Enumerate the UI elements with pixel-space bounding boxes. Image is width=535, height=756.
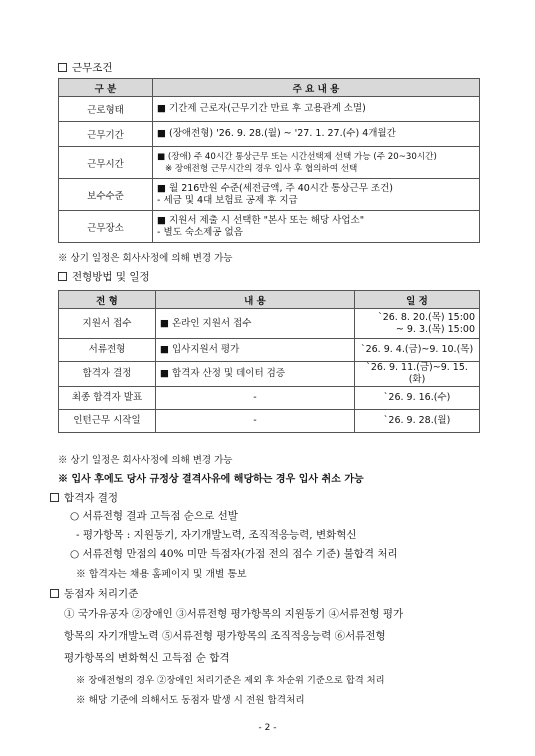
row-line: - 세금 및 4대 보험료 공제 후 지급	[157, 194, 298, 206]
date-cell: `26. 8. 20.(목) 15:00	[377, 311, 475, 323]
stage-cell: 인턴근무 시작일	[59, 410, 156, 433]
schedule-change-note-1: ※ 상기 일정은 회사사정에 의해 변경 가능	[58, 253, 233, 264]
row-label: 근무시간	[59, 147, 153, 179]
tie-line-2: 항목의 자기개발노력 ⑤서류전형 평가항목의 조직적응능력 ⑥서류전형	[64, 630, 386, 642]
table-row	[59, 339, 480, 362]
cancellation-warning: ※ 입사 후에도 당사 규정상 결격사유에 해당하는 경우 입사 취소 가능	[58, 474, 364, 485]
row-label: 근무기간	[59, 122, 153, 147]
content-cell: -	[156, 387, 355, 410]
page-number: - 2 -	[258, 723, 277, 733]
stage-cell: 합격자 결정	[59, 362, 156, 387]
table-row	[59, 147, 480, 179]
table-row	[59, 410, 480, 433]
table-row	[59, 362, 480, 387]
checkbox-square-icon	[50, 493, 59, 502]
selection-schedule-table	[58, 290, 480, 433]
date-cell: `26. 9. 11.(금)~9. 15.(화)	[355, 362, 480, 387]
content-cell: ■ 합격자 산정 및 데이터 검증	[156, 362, 355, 387]
checkbox-square-icon	[50, 589, 59, 598]
pass-line-4: ※ 합격자는 채용 홈페이지 및 개별 통보	[76, 569, 247, 580]
row-label: 근로형태	[59, 97, 153, 122]
table-row	[59, 122, 480, 147]
table-row	[59, 309, 480, 339]
stage-cell: 서류전형	[59, 339, 156, 362]
stage-cell: 지원서 접수	[59, 309, 156, 339]
tie-line-1: ① 국가유공자 ②장애인 ③서류전형 평가항목의 지원동기 ④서류전형 평가	[64, 608, 404, 620]
header-stage: 전 형	[59, 291, 156, 309]
tie-line-3: 평가항목의 변화혁신 고득점 순 합격	[64, 652, 230, 664]
section-title-pass-decision: 합격자 결정	[50, 490, 118, 505]
checkbox-square-icon	[58, 272, 67, 281]
work-conditions-table	[58, 78, 480, 243]
tie-line-4: ※ 장애전형의 경우 ②장애인 처리기준은 제외 후 차순위 기준으로 합격 처리	[76, 675, 385, 686]
schedule-change-note-2: ※ 상기 일정은 회사사정에 의해 변경 가능	[58, 455, 233, 466]
section-title-tie-break: 동점자 처리기준	[50, 586, 138, 601]
table-header-row	[59, 79, 480, 97]
checkbox-square-icon	[58, 63, 67, 72]
row-label: 근무장소	[59, 211, 153, 243]
row-line: ■ 월 216만원 수준(세전금액, 주 40시간 통상근무 조건)	[157, 182, 393, 194]
date-cell-line2: ~ 9. 3.(목) 15:00	[395, 323, 475, 335]
section-title-work-conditions: 근무조건	[58, 60, 113, 75]
row-line: - 별도 숙소제공 없음	[157, 226, 243, 238]
row-line: ※ 장애전형 근무시간의 경우 입사 후 협의하여 선택	[165, 163, 358, 174]
content-cell: ■ 온라인 지원서 접수	[156, 309, 355, 339]
date-cell: `26. 9. 16.(수)	[355, 387, 480, 410]
date-cell: `26. 9. 4.(금)~9. 10.(목)	[355, 339, 480, 362]
stage-cell: 최종 합격자 발표	[59, 387, 156, 410]
pass-line-1: ○ 서류전형 결과 고득점 순으로 선발	[70, 510, 238, 522]
header-content: 내 용	[156, 291, 355, 309]
pass-line-2: - 평가항목 : 지원동기, 자기개발노력, 조직적응능력, 변화혁신	[76, 529, 357, 541]
header-category: 구 분	[59, 79, 153, 97]
row-line: ■ 지원서 제출 시 선택한 "본사 또는 해당 사업소"	[157, 214, 365, 226]
header-content: 주 요 내 용	[153, 79, 480, 97]
table-row	[59, 211, 480, 243]
table-header-row	[59, 291, 480, 309]
row-line: ■ (장애) 주 40시간 통상근무 또는 시간선택제 선택 가능 (주 20~30시간)	[157, 151, 437, 162]
table-row	[59, 97, 480, 122]
row-line: ■ 기간제 근로자(근무기간 만료 후 고용관계 소멸)	[157, 103, 366, 114]
tie-line-5: ※ 해당 기준에 의해서도 동점자 발생 시 전원 합격처리	[76, 695, 305, 706]
header-date: 일 정	[355, 291, 480, 309]
section-title-selection-schedule: 전형방법 및 일정	[58, 269, 150, 284]
row-label: 보수수준	[59, 179, 153, 211]
content-cell: ■ 입사지원서 평가	[156, 339, 355, 362]
pass-line-3: ○ 서류전형 만점의 40% 미만 득점자(가점 전의 점수 기준) 불합격 처리	[70, 548, 398, 560]
table-row	[59, 387, 480, 410]
row-line: ■ (장애전형) '26. 9. 28.(월) ~ '27. 1. 27.(수) 4개월간	[157, 128, 396, 139]
table-row	[59, 179, 480, 211]
date-cell: `26. 9. 28.(월)	[355, 410, 480, 433]
content-cell: -	[156, 410, 355, 433]
